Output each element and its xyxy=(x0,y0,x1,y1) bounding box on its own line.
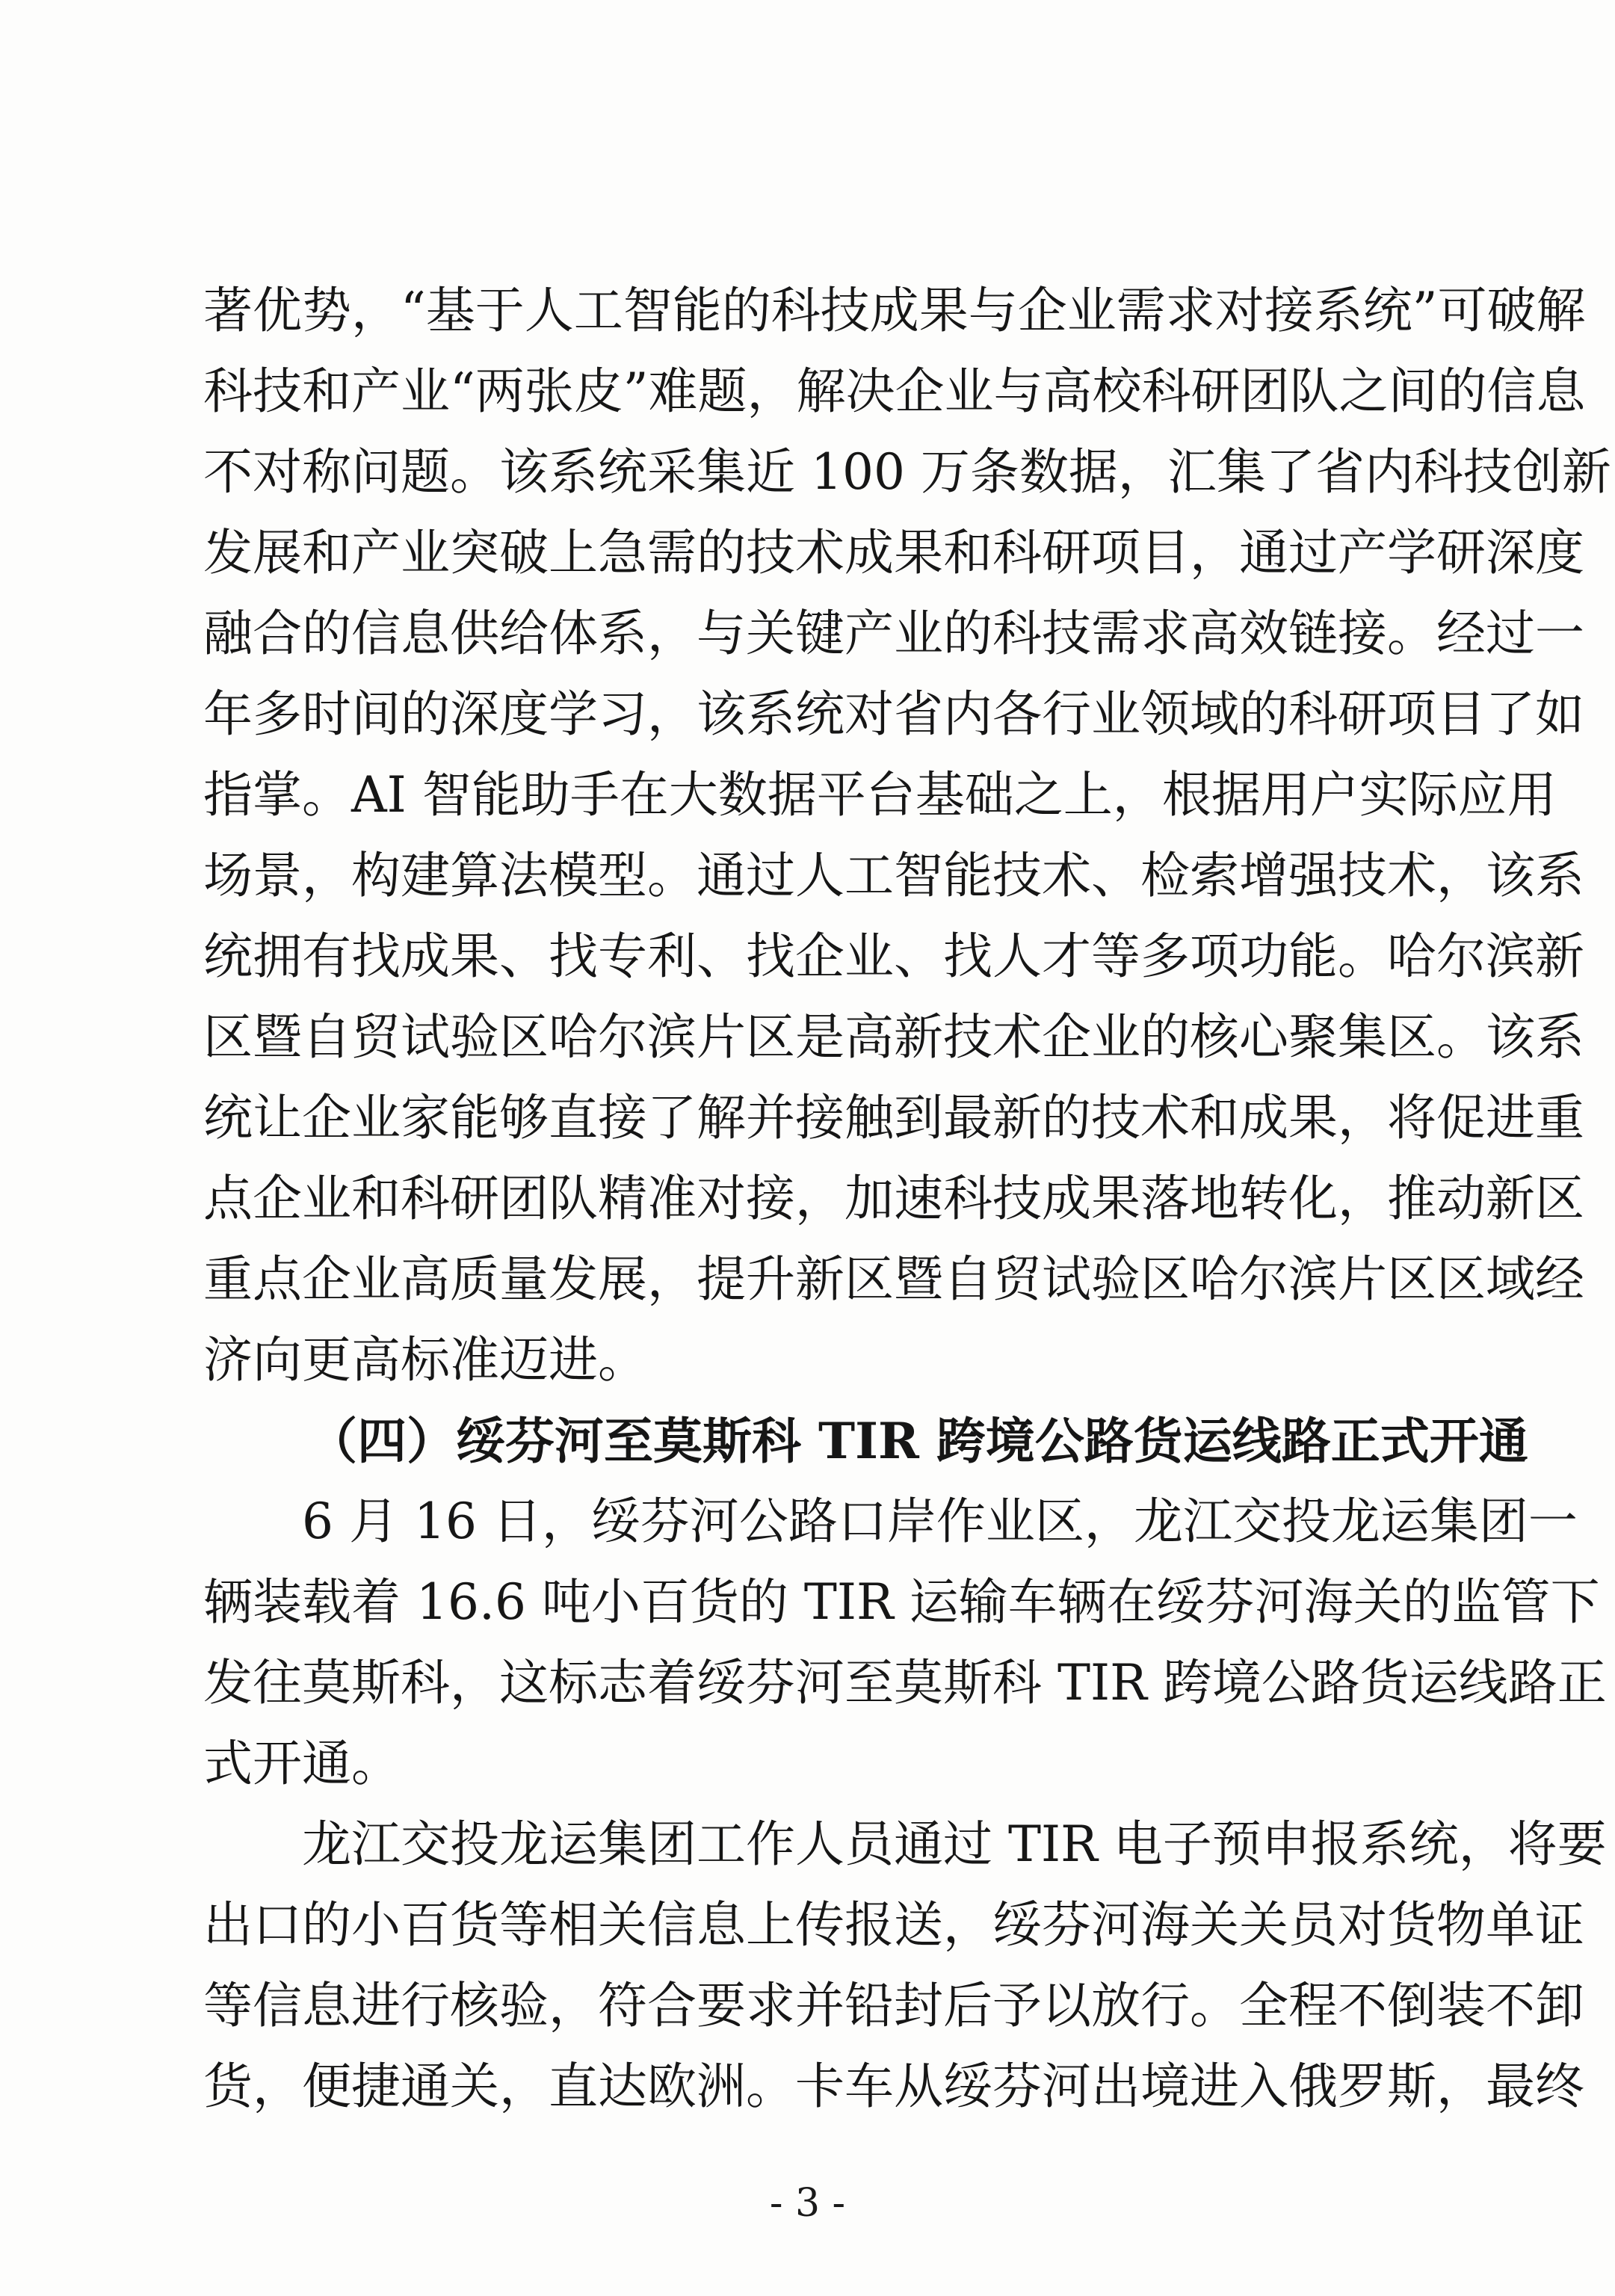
text-line: 不对称问题。该系统采集近 100 万条数据，汇集了省内科技创新 xyxy=(203,443,1611,501)
text-line: 重点企业高质量发展，提升新区暨自贸试验区哈尔滨片区区域经 xyxy=(203,1250,1584,1308)
text-line: 统让企业家能够直接了解并接触到最新的技术和成果，将促进重 xyxy=(203,1089,1584,1147)
text-line: 龙江交投龙运集团工作人员通过 TIR 电子预申报系统，将要 xyxy=(302,1815,1607,1873)
page-number: - 3 - xyxy=(769,2181,846,2226)
text-line: 式开通。 xyxy=(203,1735,401,1792)
text-line: 济向更高标准迈进。 xyxy=(203,1331,647,1389)
text-line: 点企业和科研团队精准对接，加速科技成果落地转化，推动新区 xyxy=(203,1170,1584,1227)
text-line: 发往莫斯科，这标志着绥芬河至莫斯科 TIR 跨境公路货运线路正 xyxy=(203,1654,1607,1712)
text-line: 场景，构建算法模型。通过人工智能技术、检索增强技术，该系 xyxy=(203,847,1584,904)
text-line: 融合的信息供给体系，与关键产业的科技需求高效链接。经过一 xyxy=(203,605,1584,662)
section-heading: （四）绥芬河至莫斯科 TIR 跨境公路货运线路正式开通 xyxy=(308,1412,1528,1470)
text-line: 等信息进行核验，符合要求并铅封后予以放行。全程不倒装不卸 xyxy=(203,1977,1584,2034)
body-text xyxy=(203,271,1611,2127)
text-line: 统拥有找成果、找专利、找企业、找人才等多项功能。哈尔滨新 xyxy=(203,928,1584,985)
text-line: 科技和产业“两张皮”难题，解决企业与高校科研团队之间的信息 xyxy=(203,362,1586,420)
text-line: 年多时间的深度学习，该系统对省内各行业领域的科研项目了如 xyxy=(203,685,1584,743)
text-line: 6 月 16 日，绥芬河公路口岸作业区，龙江交投龙运集团一 xyxy=(302,1493,1578,1550)
text-line: 发展和产业突破上急需的技术成果和科研项目，通过产学研深度 xyxy=(203,524,1584,581)
text-line: 指掌。AI 智能助手在大数据平台基础之上，根据用户实际应用 xyxy=(203,766,1557,824)
text-line: 货，便捷通关，直达欧洲。卡车从绥芬河出境进入俄罗斯，最终 xyxy=(203,2058,1584,2115)
text-line: 辆装载着 16.6 吨小百货的 TIR 运输车辆在绥芬河海关的监管下 xyxy=(203,1573,1600,1631)
text-line: 出口的小百货等相关信息上传报送，绥芬河海关关员对货物单证 xyxy=(203,1896,1584,1954)
text-line: 区暨自贸试验区哈尔滨片区是高新技术企业的核心聚集区。该系 xyxy=(203,1008,1584,1066)
text-line: 著优势，“基于人工智能的科技成果与企业需求对接系统”可破解 xyxy=(203,282,1586,339)
